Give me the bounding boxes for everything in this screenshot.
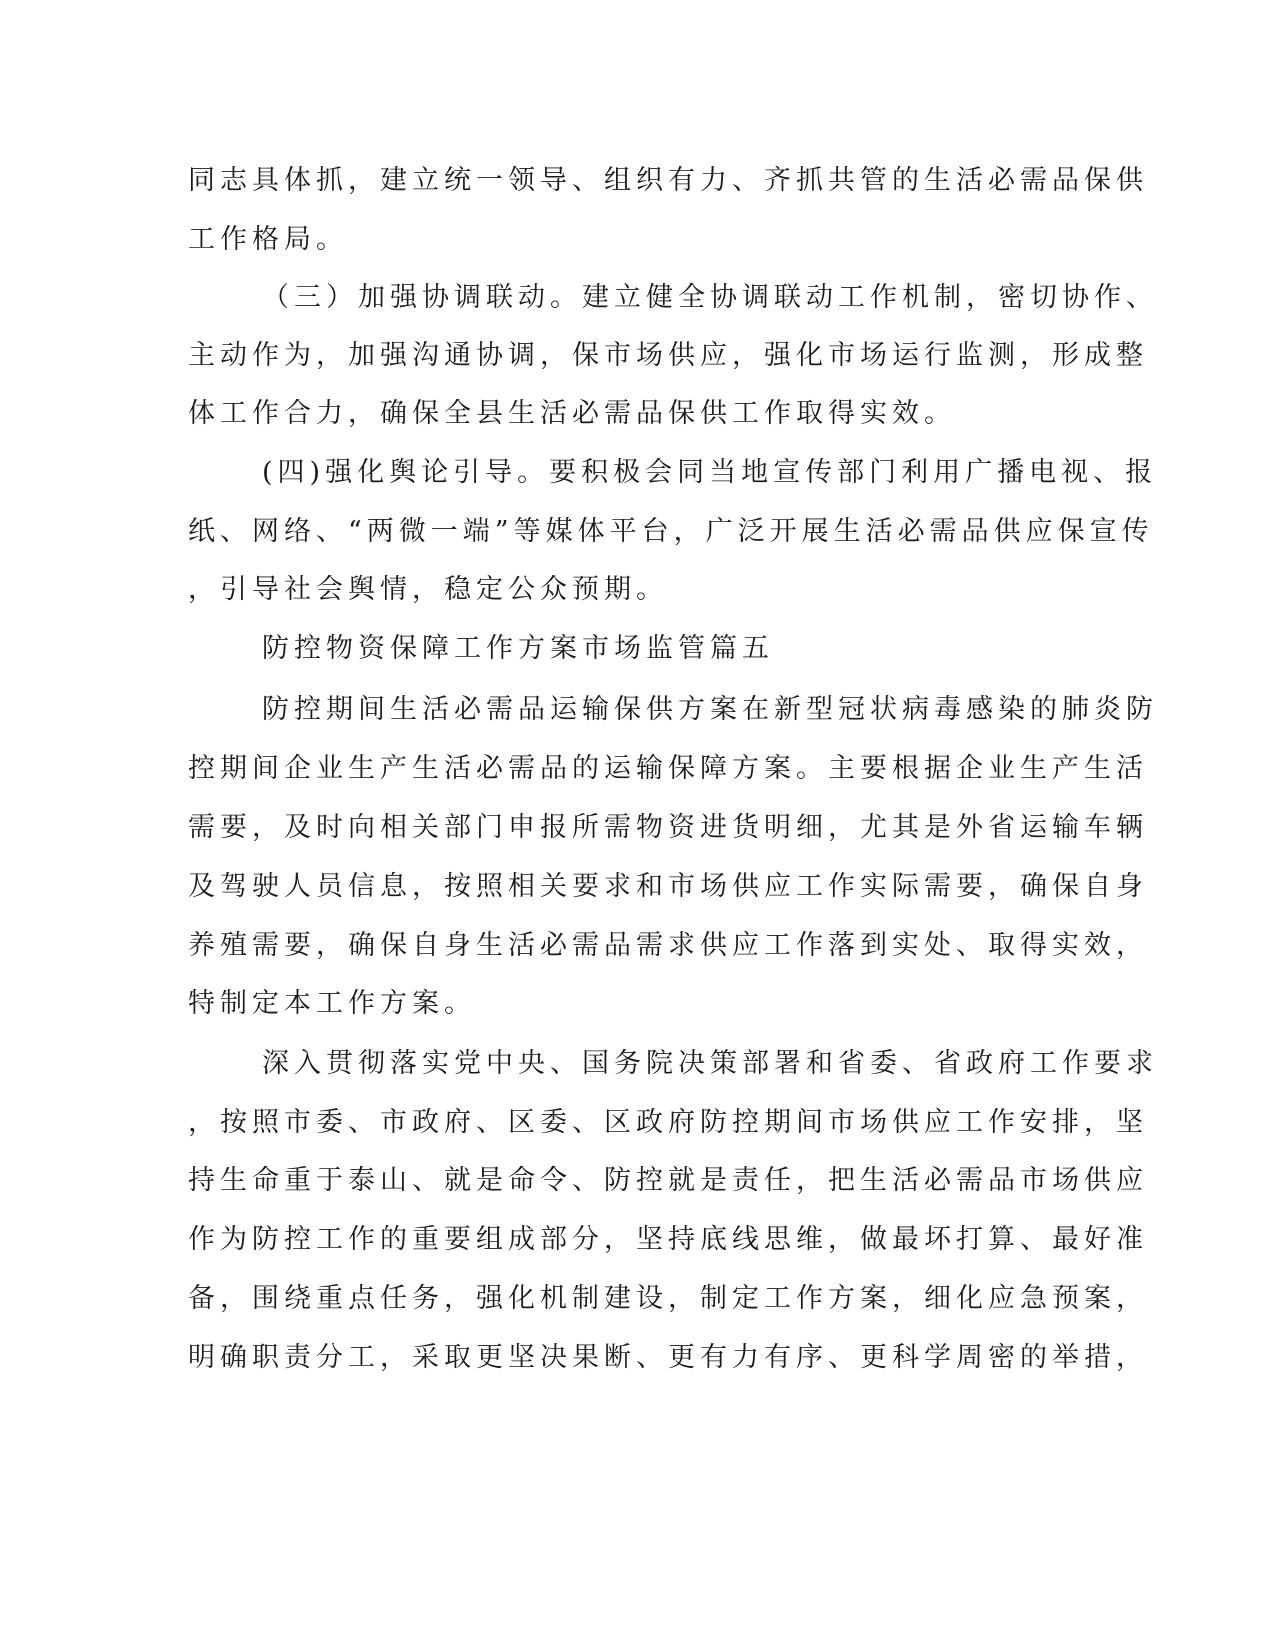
text-line-6: (四)强化舆论引导。要积极会同当地宣传部门利用广播电视、报 xyxy=(262,457,1158,488)
text-line-18: 持生命重于泰山、就是命令、防控就是责任，把生活必需品市场供应 xyxy=(188,1165,1148,1196)
text-line-21: 明确职责分工，采取更坚决果断、更有力有序、更科学周密的举措， xyxy=(188,1342,1148,1373)
text-line-13: 及驾驶人员信息，按照相关要求和市场供应工作实际需要，确保自身 xyxy=(188,871,1148,902)
text-line-8: ，引导社会舆情，稳定公众预期。 xyxy=(188,574,668,605)
text-line-15: 特制定本工作方案。 xyxy=(188,988,476,1019)
text-line-19: 作为防控工作的重要组成部分，坚持底线思维，做最坏打算、最好准 xyxy=(188,1224,1148,1255)
text-line-7: 纸、网络、“两微一端”等媒体平台，广泛开展生活必需品供应保宣传 xyxy=(188,516,1154,547)
text-line-11: 控期间企业生产生活必需品的运输保障方案。主要根据企业生产生活 xyxy=(188,753,1148,784)
section-heading: 防控物资保障工作方案市场监管篇五 xyxy=(262,633,774,664)
text-line-5: 体工作合力，确保全县生活必需品保供工作取得实效。 xyxy=(188,398,956,429)
text-line-14: 养殖需要，确保自身生活必需品需求供应工作落到实处、取得实效， xyxy=(188,930,1148,961)
text-line-2: 工作格局。 xyxy=(188,224,348,255)
text-line-3: （三）加强协调联动。建立健全协调联动工作机制，密切协作、 xyxy=(262,282,1158,313)
text-line-10: 防控期间生活必需品运输保供方案在新型冠状病毒感染的肺炎防 xyxy=(262,694,1158,725)
text-line-4: 主动作为，加强沟通协调，保市场供应，强化市场运行监测，形成整 xyxy=(188,340,1148,371)
text-line-16: 深入贯彻落实党中央、国务院决策部署和省委、省政府工作要求 xyxy=(262,1048,1158,1079)
text-line-17: ，按照市委、市政府、区委、区政府防控期间市场供应工作安排，坚 xyxy=(188,1107,1148,1138)
text-line-12: 需要，及时向相关部门申报所需物资进货明细，尤其是外省运输车辆 xyxy=(188,812,1148,843)
text-line-1: 同志具体抓，建立统一领导、组织有力、齐抓共管的生活必需品保供 xyxy=(188,165,1148,196)
text-line-20: 备，围绕重点任务，强化机制建设，制定工作方案，细化应急预案， xyxy=(188,1283,1148,1314)
